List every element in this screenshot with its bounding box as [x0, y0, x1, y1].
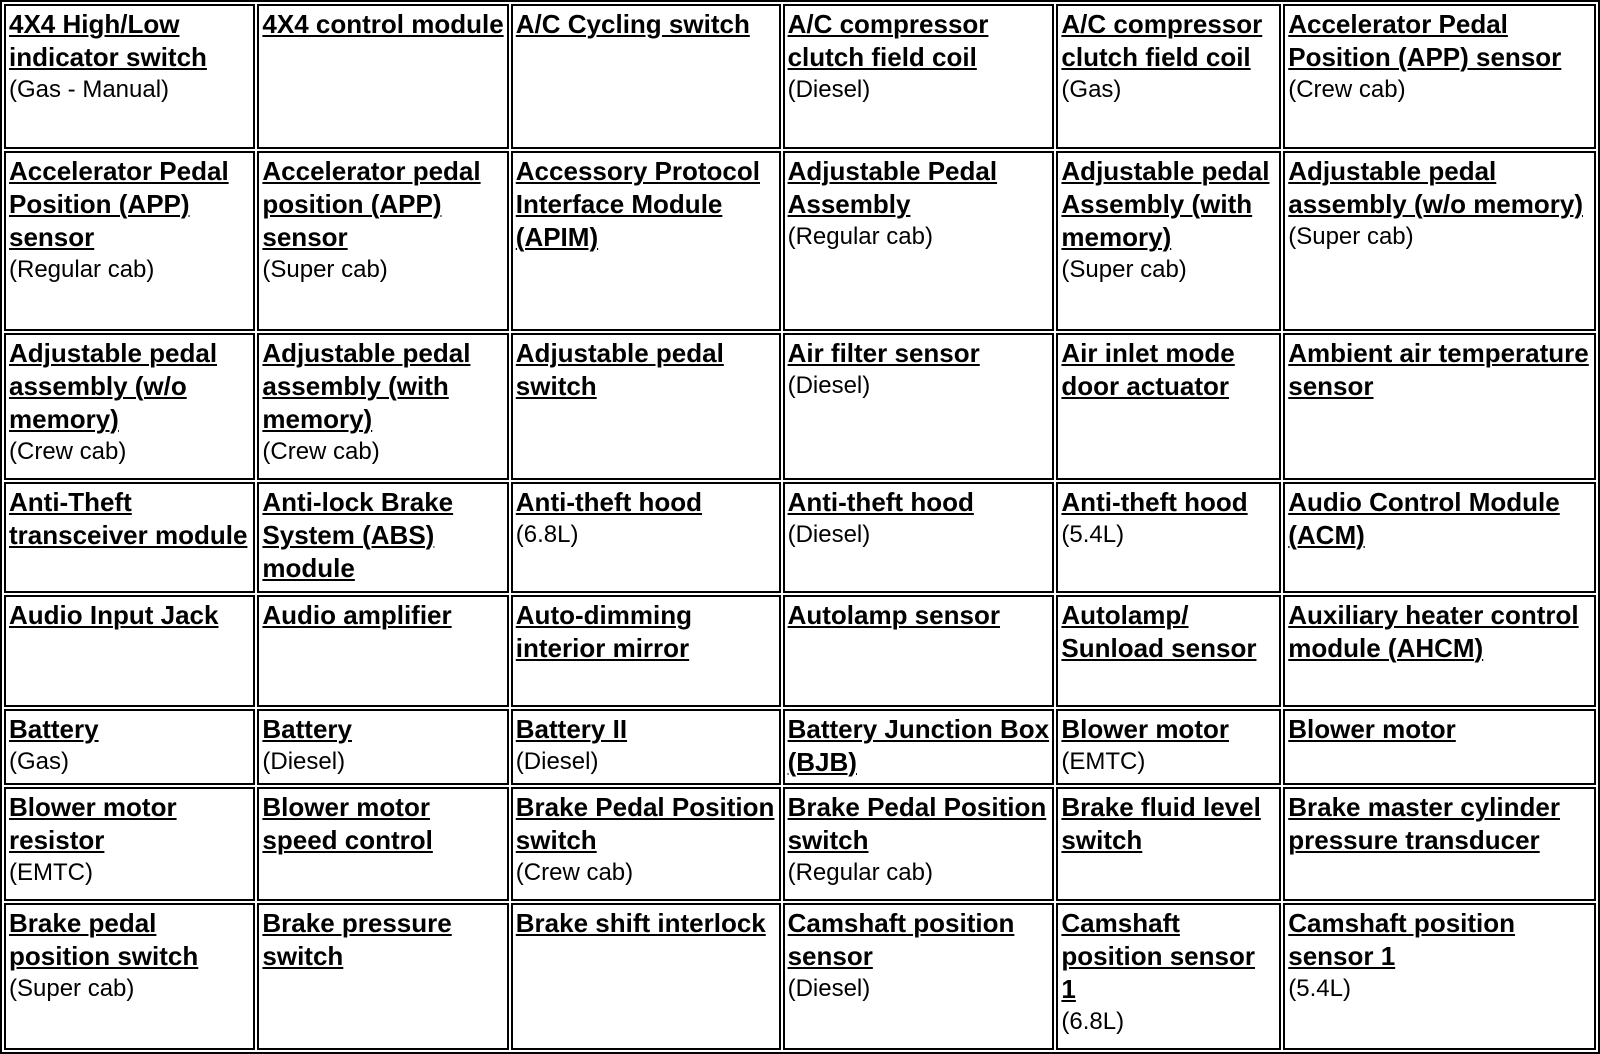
component-link[interactable]: Battery Junction Box (BJB): [787, 713, 1050, 777]
component-note: (Diesel): [515, 747, 599, 775]
component-cell: [1056, 151, 1281, 331]
component-link[interactable]: Accelerator Pedal Position (APP) sensor: [9, 155, 229, 252]
component-note: (EMTC): [9, 859, 93, 887]
component-cell: [1056, 709, 1281, 786]
component-cell: [783, 787, 1055, 901]
component-note: (Crew cab): [9, 438, 127, 465]
component-cell: [1283, 903, 1596, 1050]
component-link[interactable]: Air inlet mode door actuator: [1061, 338, 1235, 401]
component-note: (6.8L): [1061, 1007, 1125, 1035]
component-cell: [1056, 333, 1281, 480]
table-row: [4, 595, 1596, 707]
component-link[interactable]: Ambient air temperature sensor: [1288, 338, 1589, 401]
component-link[interactable]: Adjustable Pedal Assembly: [787, 155, 998, 219]
component-link[interactable]: Autolamp sensor: [787, 599, 1000, 630]
component-cell: [783, 595, 1055, 707]
component-link[interactable]: Battery: [262, 713, 352, 744]
component-cell: [1283, 787, 1596, 901]
component-note: (Gas - Manual): [9, 76, 170, 103]
component-link[interactable]: Accelerator Pedal Position (APP) sensor: [1288, 9, 1562, 72]
component-link[interactable]: Brake Pedal Position switch: [787, 792, 1047, 856]
component-note: (Diesel): [787, 974, 871, 1002]
component-cell: [511, 903, 781, 1050]
component-cell: [257, 595, 508, 707]
component-link[interactable]: Battery: [9, 713, 99, 744]
component-cell: [783, 709, 1055, 786]
component-link[interactable]: A/C compressor clutch field coil: [787, 9, 989, 72]
component-cell: [4, 595, 255, 707]
component-note: (Regular cab): [9, 255, 155, 283]
component-cell: [783, 903, 1055, 1050]
component-cell: [257, 787, 508, 901]
component-cell: [511, 787, 781, 901]
component-note: (Super cab): [1288, 222, 1414, 250]
component-cell: [1056, 595, 1281, 707]
component-link[interactable]: Brake shift interlock: [515, 907, 766, 938]
component-cell: [1056, 787, 1281, 901]
component-link[interactable]: Audio Input Jack: [9, 599, 219, 630]
component-index-body: [4, 4, 1596, 1050]
component-cell: [4, 333, 255, 480]
component-note: (Regular cab): [787, 859, 933, 887]
component-note: (Gas): [9, 747, 69, 775]
component-link[interactable]: Anti-Theft transceiver module: [9, 486, 248, 550]
component-link[interactable]: Camshaft position sensor: [787, 907, 1015, 971]
component-note: (5.4L): [1061, 520, 1125, 548]
component-link[interactable]: Adjustable pedal assembly (w/o memory): [1288, 155, 1584, 219]
component-link[interactable]: Adjustable pedal assembly (with memory): [262, 338, 471, 434]
component-link[interactable]: Anti-theft hood: [787, 486, 974, 517]
table-row: [4, 4, 1596, 149]
component-cell: [1283, 482, 1596, 593]
component-note: (5.4L): [1288, 974, 1351, 1002]
component-note: (Gas): [1061, 76, 1122, 103]
component-link[interactable]: Air filter sensor: [787, 338, 980, 368]
component-note: (Crew cab): [1288, 76, 1406, 103]
component-note: (Diesel): [787, 520, 871, 548]
component-note: (Diesel): [787, 372, 871, 399]
component-cell: [257, 4, 508, 149]
component-cell: [1283, 595, 1596, 707]
component-note: (Diesel): [262, 747, 346, 775]
component-cell: [783, 4, 1055, 149]
component-link[interactable]: A/C Cycling switch: [515, 9, 750, 39]
component-link[interactable]: Camshaft position sensor 1: [1061, 907, 1255, 1004]
component-link[interactable]: Blower motor speed control: [262, 792, 433, 856]
component-link[interactable]: Accelerator pedal position (APP) sensor: [262, 155, 481, 252]
component-cell: [783, 151, 1055, 331]
component-note: (Diesel): [787, 76, 871, 103]
component-cell: [4, 482, 255, 593]
component-link[interactable]: Adjustable pedal assembly (w/o memory): [9, 338, 218, 434]
component-cell: [1056, 4, 1281, 149]
component-link[interactable]: Autolamp/ Sunload sensor: [1061, 599, 1257, 663]
component-link[interactable]: Audio Control Module (ACM): [1288, 486, 1560, 550]
component-cell: [511, 333, 781, 480]
table-row: [4, 709, 1596, 786]
component-link[interactable]: Brake master cylinder pressure transducer: [1288, 792, 1560, 856]
component-link[interactable]: Brake fluid level switch: [1061, 792, 1261, 856]
component-note: (Super cab): [1061, 255, 1187, 283]
component-link[interactable]: Anti-theft hood: [515, 486, 703, 517]
component-link[interactable]: Accessory Protocol Interface Module (APIM): [515, 155, 760, 252]
component-cell: [257, 482, 508, 593]
component-link[interactable]: Auto-dimming interior mirror: [515, 599, 692, 663]
component-cell: [1283, 151, 1596, 331]
component-link[interactable]: Auxiliary heater control module (AHCM): [1288, 599, 1579, 663]
component-link[interactable]: Blower motor: [1061, 713, 1229, 744]
table-row: [4, 151, 1596, 331]
component-note: (EMTC): [1061, 747, 1146, 775]
component-link[interactable]: Brake Pedal Position switch: [515, 792, 775, 856]
table-row: [4, 903, 1596, 1050]
component-cell: [4, 787, 255, 901]
component-link[interactable]: 4X4 control module: [262, 9, 504, 39]
component-cell: [511, 4, 781, 149]
component-link[interactable]: Blower motor resistor: [9, 792, 177, 856]
component-link[interactable]: Anti-theft hood: [1061, 486, 1248, 517]
component-cell: [783, 482, 1055, 593]
component-link[interactable]: Blower motor: [1288, 713, 1456, 744]
component-cell: [257, 151, 508, 331]
component-cell: [1283, 709, 1596, 786]
component-cell: [4, 4, 255, 149]
table-row: [4, 482, 1596, 593]
component-cell: [4, 903, 255, 1050]
component-cell: [1056, 903, 1281, 1050]
component-link[interactable]: Audio amplifier: [262, 599, 452, 630]
component-cell: [511, 709, 781, 786]
component-note: (Super cab): [262, 255, 388, 283]
component-cell: [257, 709, 508, 786]
component-cell: [4, 151, 255, 331]
component-link[interactable]: Anti-lock Brake System (ABS) module: [262, 486, 454, 583]
component-link[interactable]: Adjustable pedal switch: [515, 338, 724, 401]
component-cell: [511, 595, 781, 707]
component-note: (Crew cab): [515, 859, 634, 887]
component-cell: [783, 333, 1055, 480]
component-link[interactable]: Battery II: [515, 713, 628, 744]
component-cell: [257, 333, 508, 480]
component-link[interactable]: Brake pedal position switch: [9, 907, 199, 971]
component-link[interactable]: Camshaft position sensor 1: [1288, 907, 1516, 971]
component-note: (Regular cab): [787, 222, 933, 250]
component-cell: [1056, 482, 1281, 593]
component-cell: [511, 482, 781, 593]
component-link[interactable]: Adjustable pedal Assembly (with memory): [1061, 155, 1270, 252]
table-row: [4, 333, 1596, 480]
component-link[interactable]: 4X4 High/Low indicator switch: [9, 9, 207, 72]
component-note: (Crew cab): [262, 438, 380, 465]
component-note: (6.8L): [515, 520, 579, 548]
component-cell: [4, 709, 255, 786]
component-link[interactable]: Brake pressure switch: [262, 907, 452, 971]
component-link[interactable]: A/C compressor clutch field coil: [1061, 9, 1263, 72]
component-cell: [257, 903, 508, 1050]
table-row: [4, 787, 1596, 901]
component-cell: [511, 151, 781, 331]
component-note: (Super cab): [9, 974, 135, 1002]
component-cell: [1283, 4, 1596, 149]
component-cell: [1283, 333, 1596, 480]
